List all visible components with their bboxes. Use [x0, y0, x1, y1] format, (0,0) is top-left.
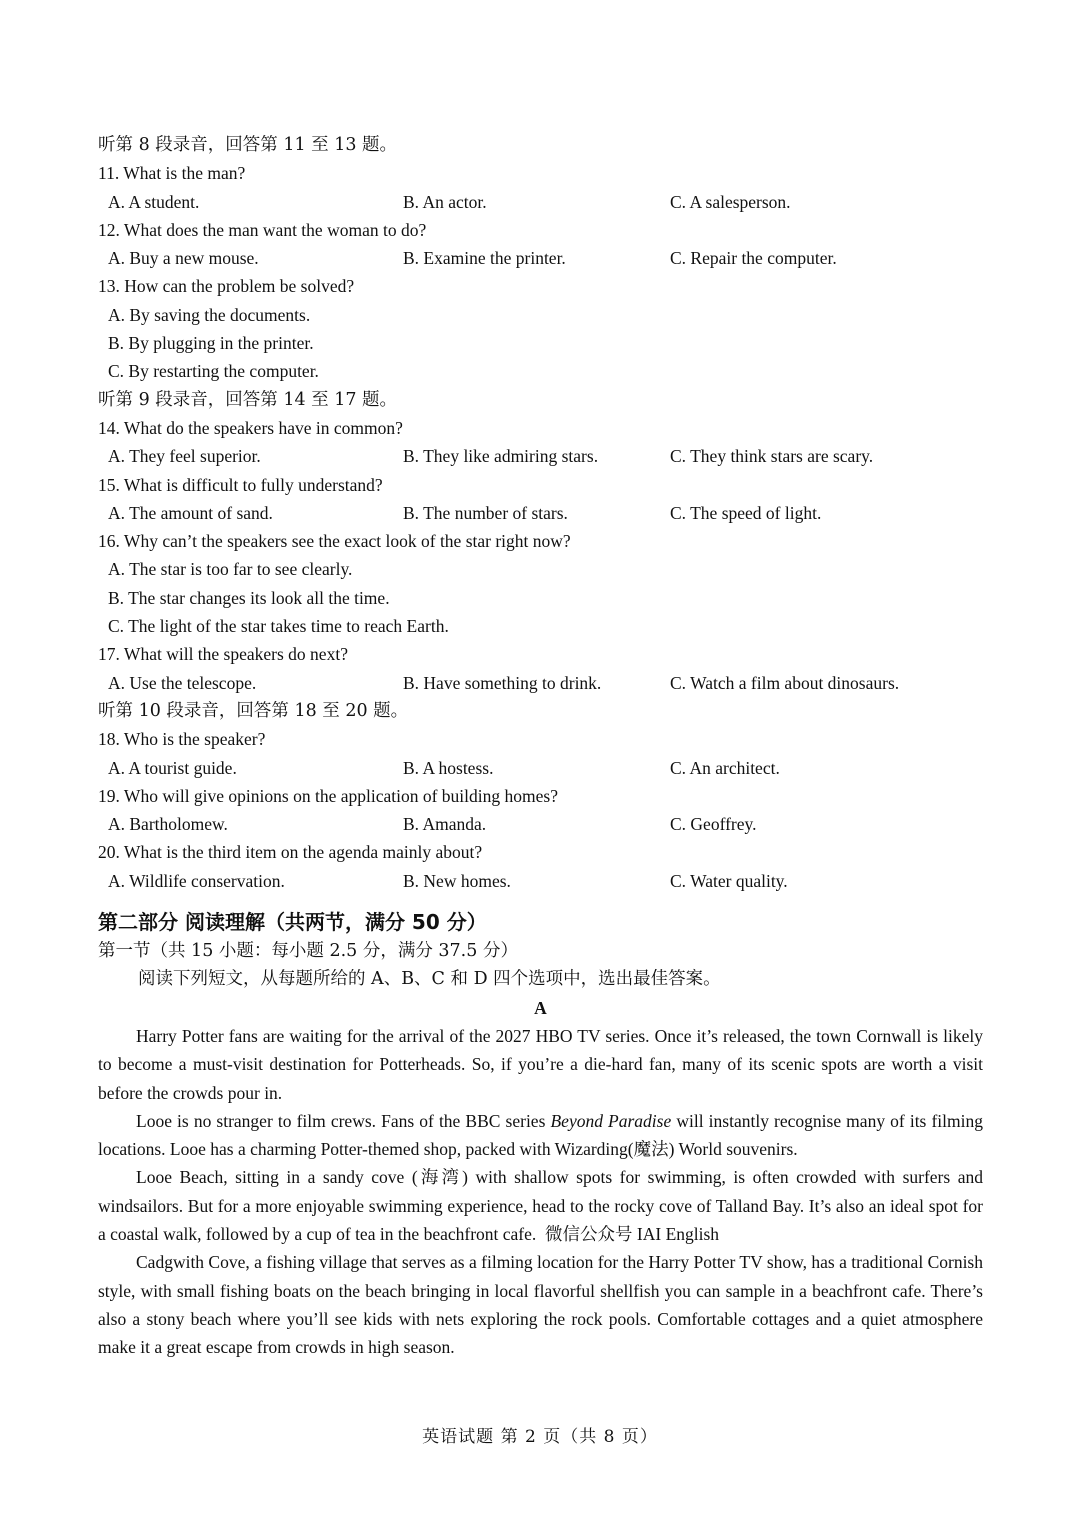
question-20-options: [98, 867, 983, 895]
section-header-9: 听第 9 段录音，回答第 14 至 17 题。: [98, 389, 398, 410]
option-a[interactable]: A. A student.: [108, 191, 200, 212]
question-11-stem: 11. What is the man?: [98, 163, 246, 184]
option-a[interactable]: A. Buy a new mouse.: [108, 248, 259, 269]
reading-instruction: 阅读下列短文，从每题所给的 A、B、C 和 D 四个选项中，选出最佳答案。: [138, 969, 721, 990]
passage-paragraph-2: [98, 1107, 983, 1164]
option-a[interactable]: A. Bartholomew.: [108, 814, 228, 835]
option-a[interactable]: A. Wildlife conservation.: [108, 870, 285, 891]
question-12-stem: 12. What does the man want the woman to do?: [98, 219, 427, 240]
question-14-options: [98, 442, 983, 470]
section-one-title: 第一节（共 15 小题：每小题 2.5 分，满分 37.5 分）: [98, 941, 518, 962]
option-c[interactable]: C. Geoffrey.: [670, 814, 757, 835]
paragraph-3-text: Looe Beach, sitting in a sandy cove (海湾) with shallow spots for swimming, is often crowded with surfers and windsailors. But for a more enjoyable swimming experience, head to the rocky cove of Talland Bay. It’s also an ideal spot for a coastal walk, followed by a cup of tea in the beachfront cafe.: [98, 1167, 983, 1244]
question-16-stem: 16. Why can’t the speakers see the exact look of the star right now?: [98, 531, 571, 552]
option-c[interactable]: C. Water quality.: [670, 870, 788, 891]
option-c[interactable]: C. Watch a film about dinosaurs.: [670, 672, 900, 693]
page-footer: 英语试题 第 2 页（共 8 页）: [422, 1427, 658, 1447]
watermark-text: 微信公众号 IAI English: [545, 1223, 720, 1244]
option-c[interactable]: C. The light of the star takes time to reach Earth.: [108, 616, 449, 637]
question-18-stem: 18. Who is the speaker?: [98, 729, 266, 750]
question-14-stem: 14. What do the speakers have in common?: [98, 417, 403, 438]
paragraph-2-text-before: Looe is no stranger to film crews. Fans of the BBC series: [136, 1110, 551, 1131]
option-a[interactable]: A. A tourist guide.: [108, 757, 237, 778]
option-b[interactable]: B. Amanda.: [403, 814, 487, 835]
question-15-options: [98, 499, 983, 527]
option-c[interactable]: C. They think stars are scary.: [670, 446, 874, 467]
option-a[interactable]: A. They feel superior.: [108, 446, 261, 467]
section-header-10: 听第 10 段录音，回答第 18 至 20 题。: [98, 700, 409, 721]
paragraph-2-text-after: will instantly recognise many of its filming locations. Looe has a charming Potter-themed shop, packed with Wizarding(魔法) World souvenirs.: [98, 1110, 983, 1160]
option-b[interactable]: B. They like admiring stars.: [403, 446, 599, 467]
question-15-stem: 15. What is difficult to fully understand?: [98, 474, 383, 495]
question-12-options: [98, 244, 983, 272]
option-a[interactable]: A. The amount of sand.: [108, 502, 273, 523]
passage-paragraph-4: Cadgwith Cove, a fishing village that serves as a filming location for the Harry Potter TV show, has a traditional Cornish style, with small fishing boats on the beach bringing in local flavorful shellfish you can sample in a beachfront cafe. There’s also a stony beach where you’ll see kids with nets exploring the rock pools. Comfortable cottages and a quiet atmosphere make it a great escape from crowds in high season.: [98, 1252, 983, 1358]
section-header-8: 听第 8 段录音，回答第 11 至 13 题。: [98, 135, 398, 155]
question-18-options: [98, 754, 983, 782]
series-title: Beyond Paradise: [550, 1110, 672, 1131]
option-c[interactable]: C. A salesperson.: [670, 191, 791, 212]
part-two-title: 第二部分 阅读理解（共两节，满分 50 分）: [98, 910, 487, 935]
option-a[interactable]: A. By saving the documents.: [108, 304, 311, 325]
option-b[interactable]: B. New homes.: [403, 870, 511, 891]
option-b[interactable]: B. Examine the printer.: [403, 248, 566, 269]
option-c[interactable]: C. An architect.: [670, 757, 780, 778]
question-17-options: [98, 669, 983, 697]
option-b[interactable]: B. By plugging in the printer.: [108, 333, 314, 354]
option-b[interactable]: B. Have something to drink.: [403, 672, 602, 693]
passage-paragraph-3: [98, 1163, 983, 1248]
question-17-stem: 17. What will the speakers do next?: [98, 644, 348, 665]
question-13-stem: 13. How can the problem be solved?: [98, 276, 355, 297]
question-20-stem: 20. What is the third item on the agenda mainly about?: [98, 842, 483, 863]
exam-page: [98, 131, 983, 1361]
question-19-stem: 19. Who will give opinions on the application of building homes?: [98, 785, 558, 806]
question-11-options: [98, 188, 983, 216]
passage-label: A: [534, 997, 547, 1018]
option-b[interactable]: B. The star changes its look all the time.: [108, 587, 390, 608]
option-c[interactable]: C. Repair the computer.: [670, 248, 837, 269]
option-a[interactable]: A. The star is too far to see clearly.: [108, 559, 353, 580]
option-b[interactable]: B. The number of stars.: [403, 502, 568, 523]
option-c[interactable]: C. By restarting the computer.: [108, 361, 319, 382]
option-b[interactable]: B. A hostess.: [403, 757, 494, 778]
option-b[interactable]: B. An actor.: [403, 191, 487, 212]
passage-paragraph-1: Harry Potter fans are waiting for the arrival of the 2027 HBO TV series. Once it’s released, the town Cornwall is likely to become a must-visit destination for Potterheads. So, if you’re a die-hard fan, many of its scenic spots are worth a visit before the crowds pour in.: [98, 1025, 983, 1103]
option-c[interactable]: C. The speed of light.: [670, 502, 822, 523]
option-a[interactable]: A. Use the telescope.: [108, 672, 257, 693]
question-19-options: [98, 810, 983, 838]
